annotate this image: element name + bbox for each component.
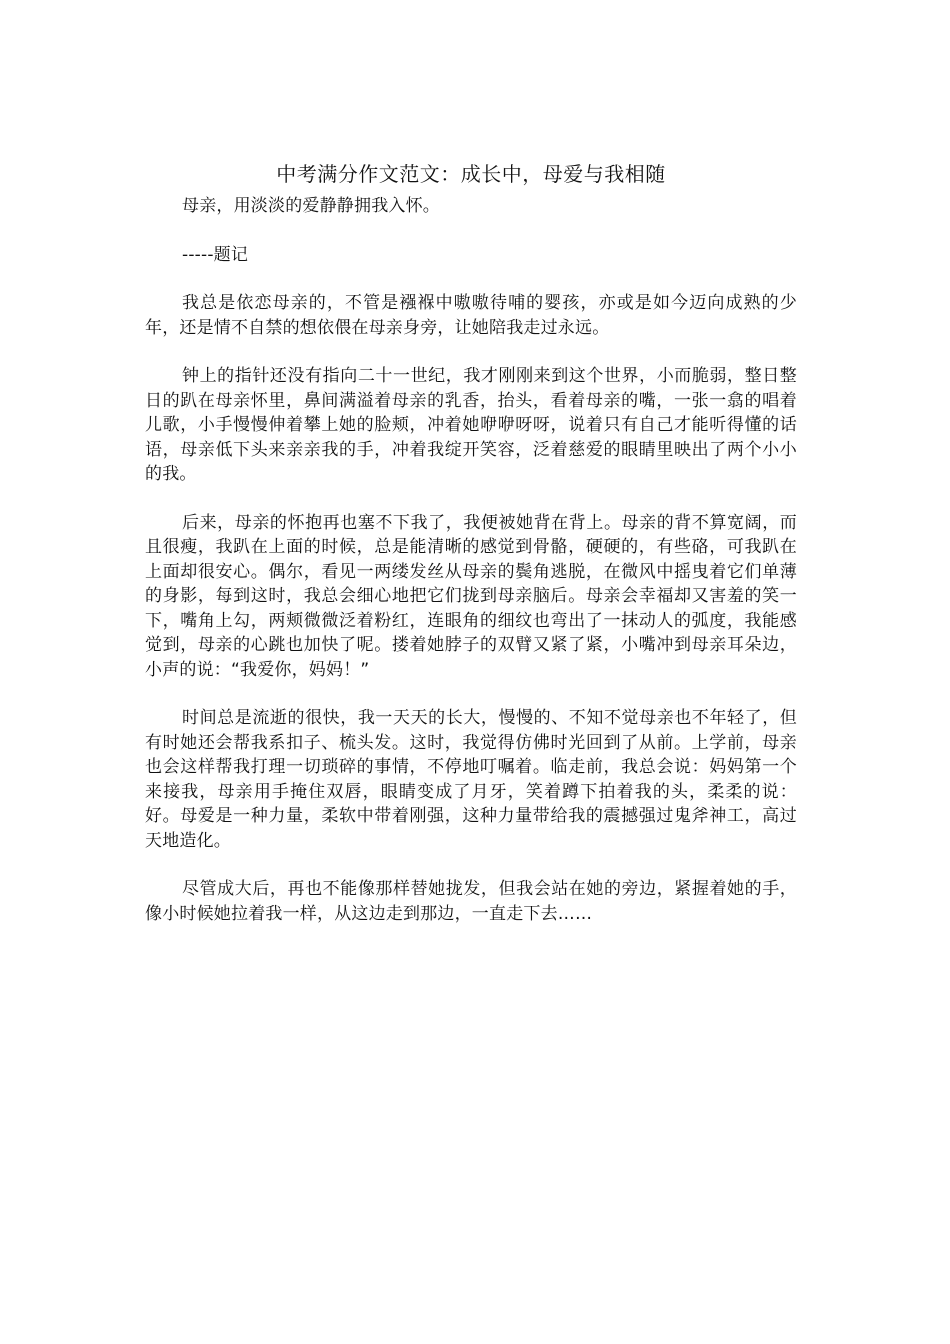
epigraph-attribution: -----题记: [182, 244, 249, 265]
essay-title: 中考满分作文范文：成长中，母爱与我相随: [276, 162, 666, 186]
paragraph-4: 时间总是流逝的很快，我一天天的长大，慢慢的、不知不觉母亲也不年轻了，但有时她还会帮我系扣子、梳头发。这时，我觉得仿佛时光回到了从前。上学前，母亲也会这样帮我打理一切琐碎的事情，不停地叮嘱着。临走前，我总会说：妈妈第一个来接我，母亲用手掩住双唇，眼睛变成了月牙，笑着蹲下拍着我的头，柔柔的说：好。母爱是一种力量，柔软中带着刚强，这种力量带给我的震撼强过鬼斧神工，高过天地造化。: [145, 708, 797, 851]
paragraph-2: 钟上的指针还没有指向二十一世纪，我才刚刚来到这个世界，小而脆弱，整日整日的趴在母亲怀里，鼻间满溢着母亲的乳香，抬头，看着母亲的嘴，一张一翕的唱着儿歌，小手慢慢伸着攀上她的脸颊，冲着她咿咿呀呀，说着只有自己才能听得懂的话语，母亲低下头来亲亲我的手，冲着我绽开笑容，泛着慈爱的眼睛里映出了两个小小的我。: [145, 366, 797, 484]
paragraph-5: 尽管成大后，再也不能像那样替她拢发，但我会站在她的旁边，紧握着她的手，像小时候她拉着我一样，从这边走到那边，一直走下去……: [145, 879, 797, 924]
paragraph-3: 后来，母亲的怀抱再也塞不下我了，我便被她背在背上。母亲的背不算宽阔，而且很瘦，我趴在上面的时候，总是能清晰的感觉到骨骼，硬硬的，有些硌，可我趴在上面却很安心。偶尔，看见一两缕发丝从母亲的鬓角逃脱，在微风中摇曳着它们单薄的身影，每到这时，我总会细心地把它们拢到母亲脑后。母亲会幸福却又害羞的笑一下，嘴角上勾，两颊微微泛着粉红，连眼角的细纹也弯出了一抹动人的弧度，我能感觉到，母亲的心跳也加快了呢。搂着她脖子的双臂又紧了紧，小嘴冲到母亲耳朵边，小声的说：“我爱你，妈妈！”: [145, 512, 797, 680]
paragraph-1: 我总是依恋母亲的，不管是襁褓中嗷嗷待哺的婴孩，亦或是如今迈向成熟的少年，还是情不自禁的想依偎在母亲身旁，让她陪我走过永远。: [145, 293, 797, 338]
epigraph: 母亲，用淡淡的爱静静拥我入怀。: [182, 196, 440, 216]
essay-body: [145, 158, 797, 950]
